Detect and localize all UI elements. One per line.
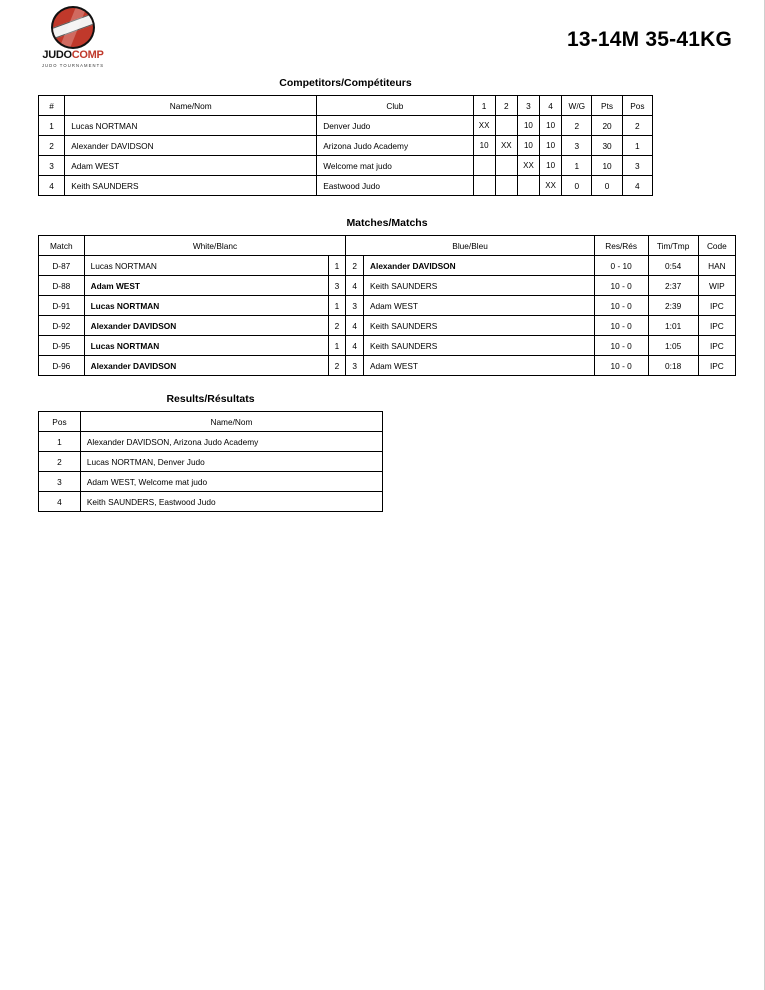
results-section	[38, 393, 383, 512]
results-table-body	[39, 432, 383, 512]
match-white-number: 1	[328, 256, 346, 276]
match-blue-name: Alexander DAVIDSON	[364, 256, 595, 276]
table-row	[39, 276, 736, 296]
rr-cell: 10	[540, 156, 562, 176]
col-header-rr-1: 1	[473, 96, 495, 116]
table-row	[39, 472, 383, 492]
rr-cell	[495, 176, 517, 196]
rr-cell: XX	[517, 156, 539, 176]
col-header-code: Code	[698, 236, 735, 256]
rr-cell: 10	[540, 136, 562, 156]
competitor-club: Welcome mat judo	[317, 156, 473, 176]
competitor-position: 1	[622, 136, 652, 156]
result-name: Alexander DAVIDSON, Arizona Judo Academy	[80, 432, 382, 452]
rr-cell: XX	[540, 176, 562, 196]
match-result: 10 - 0	[594, 316, 648, 336]
match-white-name: Alexander DAVIDSON	[84, 356, 328, 376]
match-time: 0:54	[648, 256, 698, 276]
match-blue-name: Keith SAUNDERS	[364, 276, 595, 296]
matches-section	[38, 217, 736, 376]
rr-cell	[473, 156, 495, 176]
competitor-number: 3	[39, 156, 65, 176]
table-row	[39, 492, 383, 512]
rr-cell: XX	[495, 136, 517, 156]
competitor-points: 30	[592, 136, 622, 156]
competitor-club: Denver Judo	[317, 116, 473, 136]
match-white-name: Lucas NORTMAN	[84, 256, 328, 276]
match-result: 10 - 0	[594, 276, 648, 296]
table-header-row	[39, 236, 736, 256]
competitor-wins: 1	[562, 156, 592, 176]
competitors-heading: Competitors/Compétiteurs	[279, 77, 412, 89]
competitor-points: 20	[592, 116, 622, 136]
rr-cell	[495, 116, 517, 136]
match-id: D-96	[39, 356, 85, 376]
competitor-position: 2	[622, 116, 652, 136]
result-name: Adam WEST, Welcome mat judo	[80, 472, 382, 492]
result-position: 2	[39, 452, 81, 472]
match-blue-number: 4	[346, 276, 364, 296]
match-code: HAN	[698, 256, 735, 276]
match-blue-number: 4	[346, 316, 364, 336]
match-id: D-88	[39, 276, 85, 296]
match-id: D-91	[39, 296, 85, 316]
match-white-number: 1	[328, 296, 346, 316]
competitor-name: Keith SAUNDERS	[65, 176, 317, 196]
match-blue-name: Adam WEST	[364, 296, 595, 316]
table-row	[39, 296, 736, 316]
match-time: 2:37	[648, 276, 698, 296]
match-id: D-87	[39, 256, 85, 276]
col-header-rr-3: 3	[517, 96, 539, 116]
competitor-number: 4	[39, 176, 65, 196]
match-code: IPC	[698, 296, 735, 316]
match-code: IPC	[698, 316, 735, 336]
competitor-wins: 0	[562, 176, 592, 196]
col-header-white: White/Blanc	[84, 236, 346, 256]
competitor-points: 10	[592, 156, 622, 176]
rr-cell: 10	[540, 116, 562, 136]
col-header-time: Tim/Tmp	[648, 236, 698, 256]
rr-cell: 10	[473, 136, 495, 156]
col-header-position: Pos	[622, 96, 652, 116]
competitors-table-body	[39, 116, 653, 196]
match-id: D-95	[39, 336, 85, 356]
col-header-rr-4: 4	[540, 96, 562, 116]
logo-word-comp: COMP	[71, 49, 104, 61]
table-row	[39, 116, 653, 136]
match-result: 10 - 0	[594, 296, 648, 316]
judo-ball-icon	[51, 6, 95, 49]
competitor-name: Lucas NORTMAN	[65, 116, 317, 136]
competitor-position: 4	[622, 176, 652, 196]
col-header-name: Name/Nom	[80, 412, 382, 432]
competitors-table	[38, 95, 653, 196]
match-time: 2:39	[648, 296, 698, 316]
competitor-number: 1	[39, 116, 65, 136]
match-result: 10 - 0	[594, 336, 648, 356]
col-header-rr-2: 2	[495, 96, 517, 116]
table-row	[39, 432, 383, 452]
match-time: 0:18	[648, 356, 698, 376]
col-header-points: Pts	[592, 96, 622, 116]
match-time: 1:05	[648, 336, 698, 356]
competitor-wins: 2	[562, 116, 592, 136]
match-blue-name: Adam WEST	[364, 356, 595, 376]
col-header-number: #	[39, 96, 65, 116]
page-header	[0, 0, 765, 70]
result-position: 1	[39, 432, 81, 452]
competitor-club: Eastwood Judo	[317, 176, 473, 196]
table-row	[39, 316, 736, 336]
col-header-name: Name/Nom	[65, 96, 317, 116]
col-header-blue: Blue/Bleu	[346, 236, 594, 256]
table-row	[39, 156, 653, 176]
table-row	[39, 336, 736, 356]
competitor-number: 2	[39, 136, 65, 156]
col-header-club: Club	[317, 96, 473, 116]
table-row	[39, 452, 383, 472]
matches-table	[38, 235, 736, 376]
table-header-row	[39, 412, 383, 432]
rr-cell: 10	[517, 136, 539, 156]
competitor-club: Arizona Judo Academy	[317, 136, 473, 156]
match-result: 0 - 10	[594, 256, 648, 276]
table-row	[39, 356, 736, 376]
logo-tagline: JUDO TOURNAMENTS	[41, 63, 105, 68]
rr-cell	[517, 176, 539, 196]
match-code: IPC	[698, 336, 735, 356]
rr-cell	[473, 176, 495, 196]
match-blue-number: 3	[346, 356, 364, 376]
result-position: 4	[39, 492, 81, 512]
match-white-name: Adam WEST	[84, 276, 328, 296]
match-code: WIP	[698, 276, 735, 296]
table-row	[39, 256, 736, 276]
competitor-name: Adam WEST	[65, 156, 317, 176]
competitor-points: 0	[592, 176, 622, 196]
logo-wordmark	[42, 50, 103, 61]
match-blue-number: 2	[346, 256, 364, 276]
rr-cell: XX	[473, 116, 495, 136]
competitors-section	[38, 77, 653, 196]
rr-cell	[495, 156, 517, 176]
result-name: Keith SAUNDERS, Eastwood Judo	[80, 492, 382, 512]
results-heading: Results/Résultats	[166, 393, 255, 405]
rr-cell: 10	[517, 116, 539, 136]
matches-heading: Matches/Matchs	[346, 217, 428, 229]
match-id: D-92	[39, 316, 85, 336]
table-row	[39, 176, 653, 196]
competitor-name: Alexander DAVIDSON	[65, 136, 317, 156]
result-name: Lucas NORTMAN, Denver Judo	[80, 452, 382, 472]
competitor-position: 3	[622, 156, 652, 176]
match-blue-name: Keith SAUNDERS	[364, 336, 595, 356]
match-code: IPC	[698, 356, 735, 376]
logo-word-judo: JUDO	[42, 49, 72, 61]
results-table	[38, 411, 383, 512]
match-white-number: 2	[328, 356, 346, 376]
judocomp-logo	[33, 6, 113, 68]
page-title: 13-14M 35-41KG	[566, 28, 732, 51]
table-header-row	[39, 96, 653, 116]
match-white-number: 3	[328, 276, 346, 296]
col-header-position: Pos	[39, 412, 81, 432]
match-white-number: 1	[328, 336, 346, 356]
match-white-name: Alexander DAVIDSON	[84, 316, 328, 336]
col-header-result: Res/Rés	[594, 236, 648, 256]
match-white-name: Lucas NORTMAN	[84, 296, 328, 316]
match-white-number: 2	[328, 316, 346, 336]
result-position: 3	[39, 472, 81, 492]
matches-table-body	[39, 256, 736, 376]
match-blue-number: 4	[346, 336, 364, 356]
match-time: 1:01	[648, 316, 698, 336]
competitor-wins: 3	[562, 136, 592, 156]
match-blue-name: Keith SAUNDERS	[364, 316, 595, 336]
match-result: 10 - 0	[594, 356, 648, 376]
table-row	[39, 136, 653, 156]
match-blue-number: 3	[346, 296, 364, 316]
col-header-wins-goals: W/G	[562, 96, 592, 116]
col-header-match: Match	[39, 236, 85, 256]
match-white-name: Lucas NORTMAN	[84, 336, 328, 356]
